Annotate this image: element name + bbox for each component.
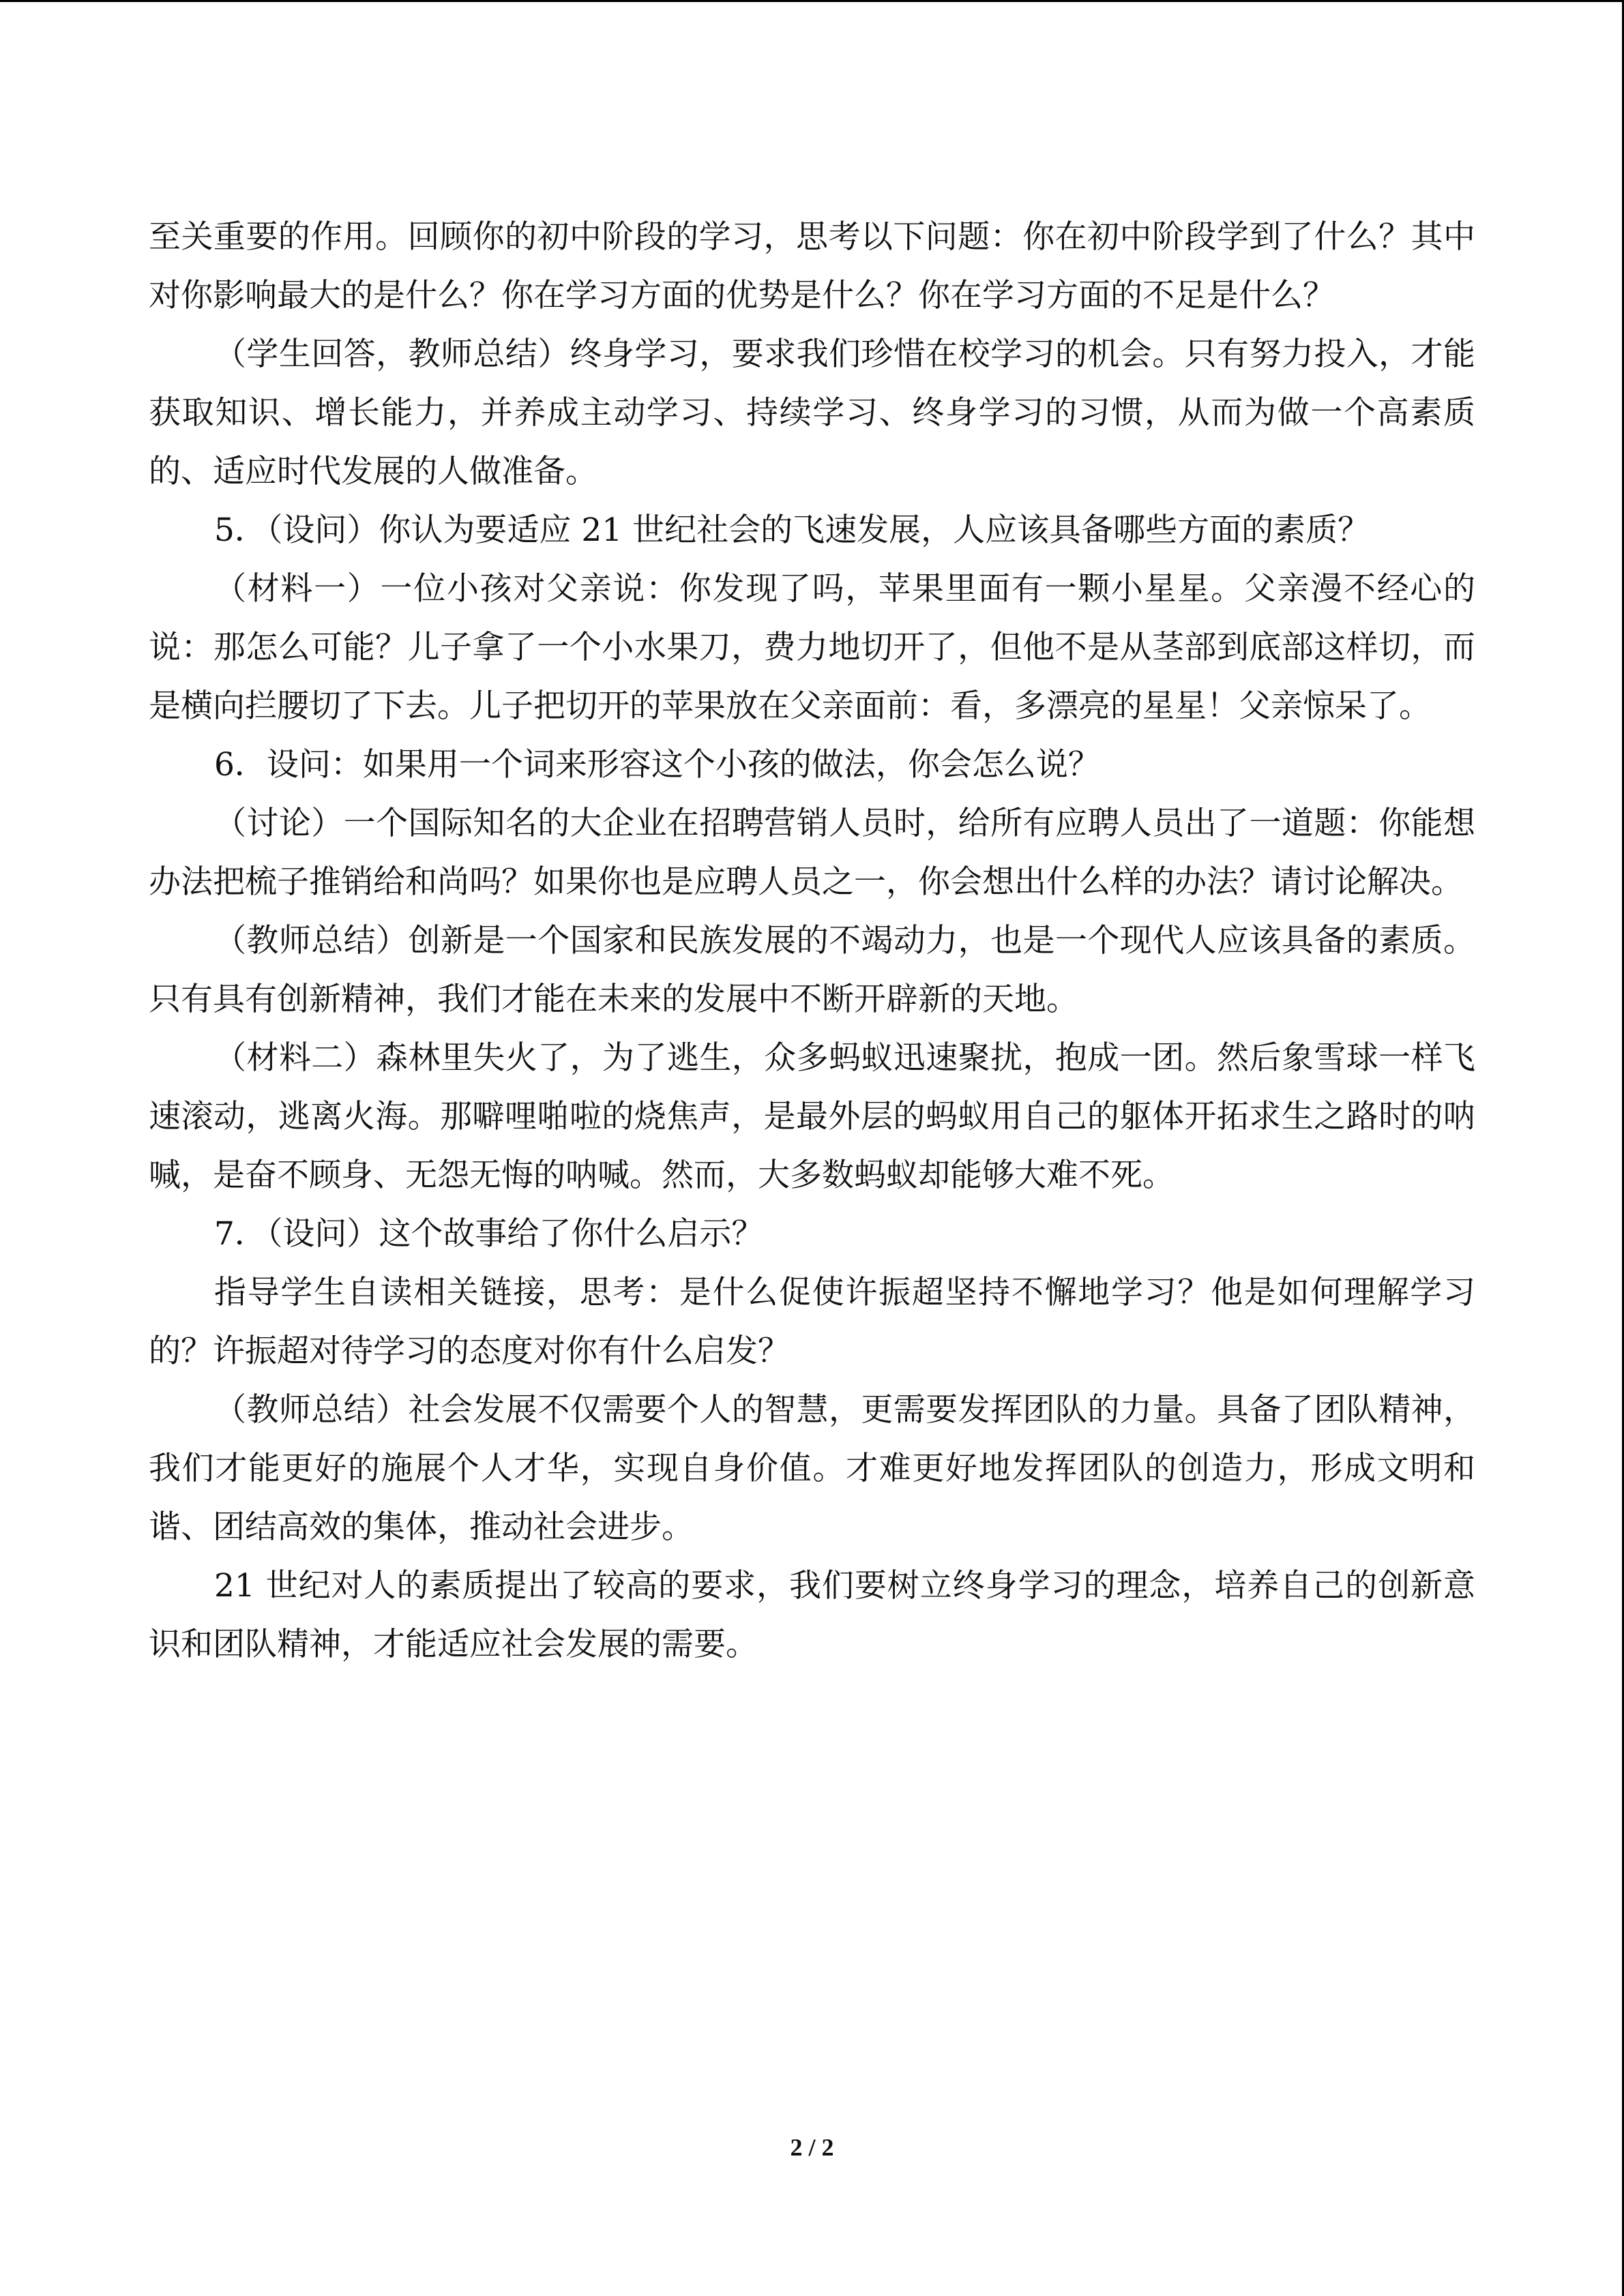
paragraph-material-two: （材料二）森林里失火了，为了逃生，众多蚂蚁迅速聚扰，抱成一团。然后象雪球一样飞速滚动，逃离火海。那噼哩啪啦的烧焦声，是最外层的蚂蚁用自己的躯体开拓求生之路时的呐喊，是奋不顾身、无怨无悔的呐喊。然而，大多数蚂蚁却能够大难不死。	[149, 1039, 1475, 1194]
paragraph-conclusion: 21 世纪对人的素质提出了较高的要求，我们要树立终身学习的理念，培养自己的创新意识和团队精神，才能适应社会发展的需要。	[149, 1567, 1475, 1663]
page-border-top	[0, 0, 1624, 2]
paragraph-question-7: 7．（设问）这个故事给了你什么启示？	[214, 1215, 764, 1253]
page-number: 2 / 2	[790, 2134, 834, 2161]
paragraph-question-6: 6．设问：如果用一个词来形容这个小孩的做法，你会怎么说？	[214, 746, 1100, 784]
document-body	[149, 208, 1475, 1674]
paragraph-teacher-summary-lifelong-learning: （学生回答，教师总结）终身学习，要求我们珍惜在校学习的机会。只有努力投入，才能获取知识、增长能力，并养成主动学习、持续学习、终身学习的习惯，从而为做一个高素质的、适应时代发展的人做准备。	[149, 336, 1475, 490]
paragraph-discussion: （讨论）一个国际知名的大企业在招聘营销人员时，给所有应聘人员出了一道题：你能想办法把梳子推销给和尚吗？如果你也是应聘人员之一，你会想出什么样的办法？请讨论解决。	[149, 805, 1475, 901]
paragraph-question-5: 5．（设问）你认为要适应 21 世纪社会的飞速发展，人应该具备哪些方面的素质？	[214, 511, 1370, 549]
paragraph-teacher-summary-innovation: （教师总结）创新是一个国家和民族发展的不竭动力，也是一个现代人应该具备的素质。只有具有创新精神，我们才能在未来的发展中不断开辟新的天地。	[149, 922, 1475, 1018]
paragraph-teacher-summary-teamwork: （教师总结）社会发展不仅需要个人的智慧，更需要发挥团队的力量。具备了团队精神，我们才能更好的施展个人才华，实现自身价值。才难更好地发挥团队的创造力，形成文明和谐、团结高效的集体，推动社会进步。	[149, 1391, 1475, 1546]
paragraph-material-one: （材料一）一位小孩对父亲说：你发现了吗，苹果里面有一颗小星星。父亲漫不经心的说：那怎么可能？儿子拿了一个小水果刀，费力地切开了，但他不是从茎部到底部这样切，而是横向拦腰切了下去。儿子把切开的苹果放在父亲面前：看，多漂亮的星星！父亲惊呆了。	[149, 570, 1475, 725]
paragraph-continued: 至关重要的作用。回顾你的初中阶段的学习，思考以下问题：你在初中阶段学到了什么？其中对你影响最大的是什么？你在学习方面的优势是什么？你在学习方面的不足是什么？	[149, 218, 1475, 314]
paragraph-guided-reading: 指导学生自读相关链接，思考：是什么促使许振超坚持不懈地学习？他是如何理解学习的？许振超对待学习的态度对你有什么启发？	[149, 1274, 1475, 1370]
